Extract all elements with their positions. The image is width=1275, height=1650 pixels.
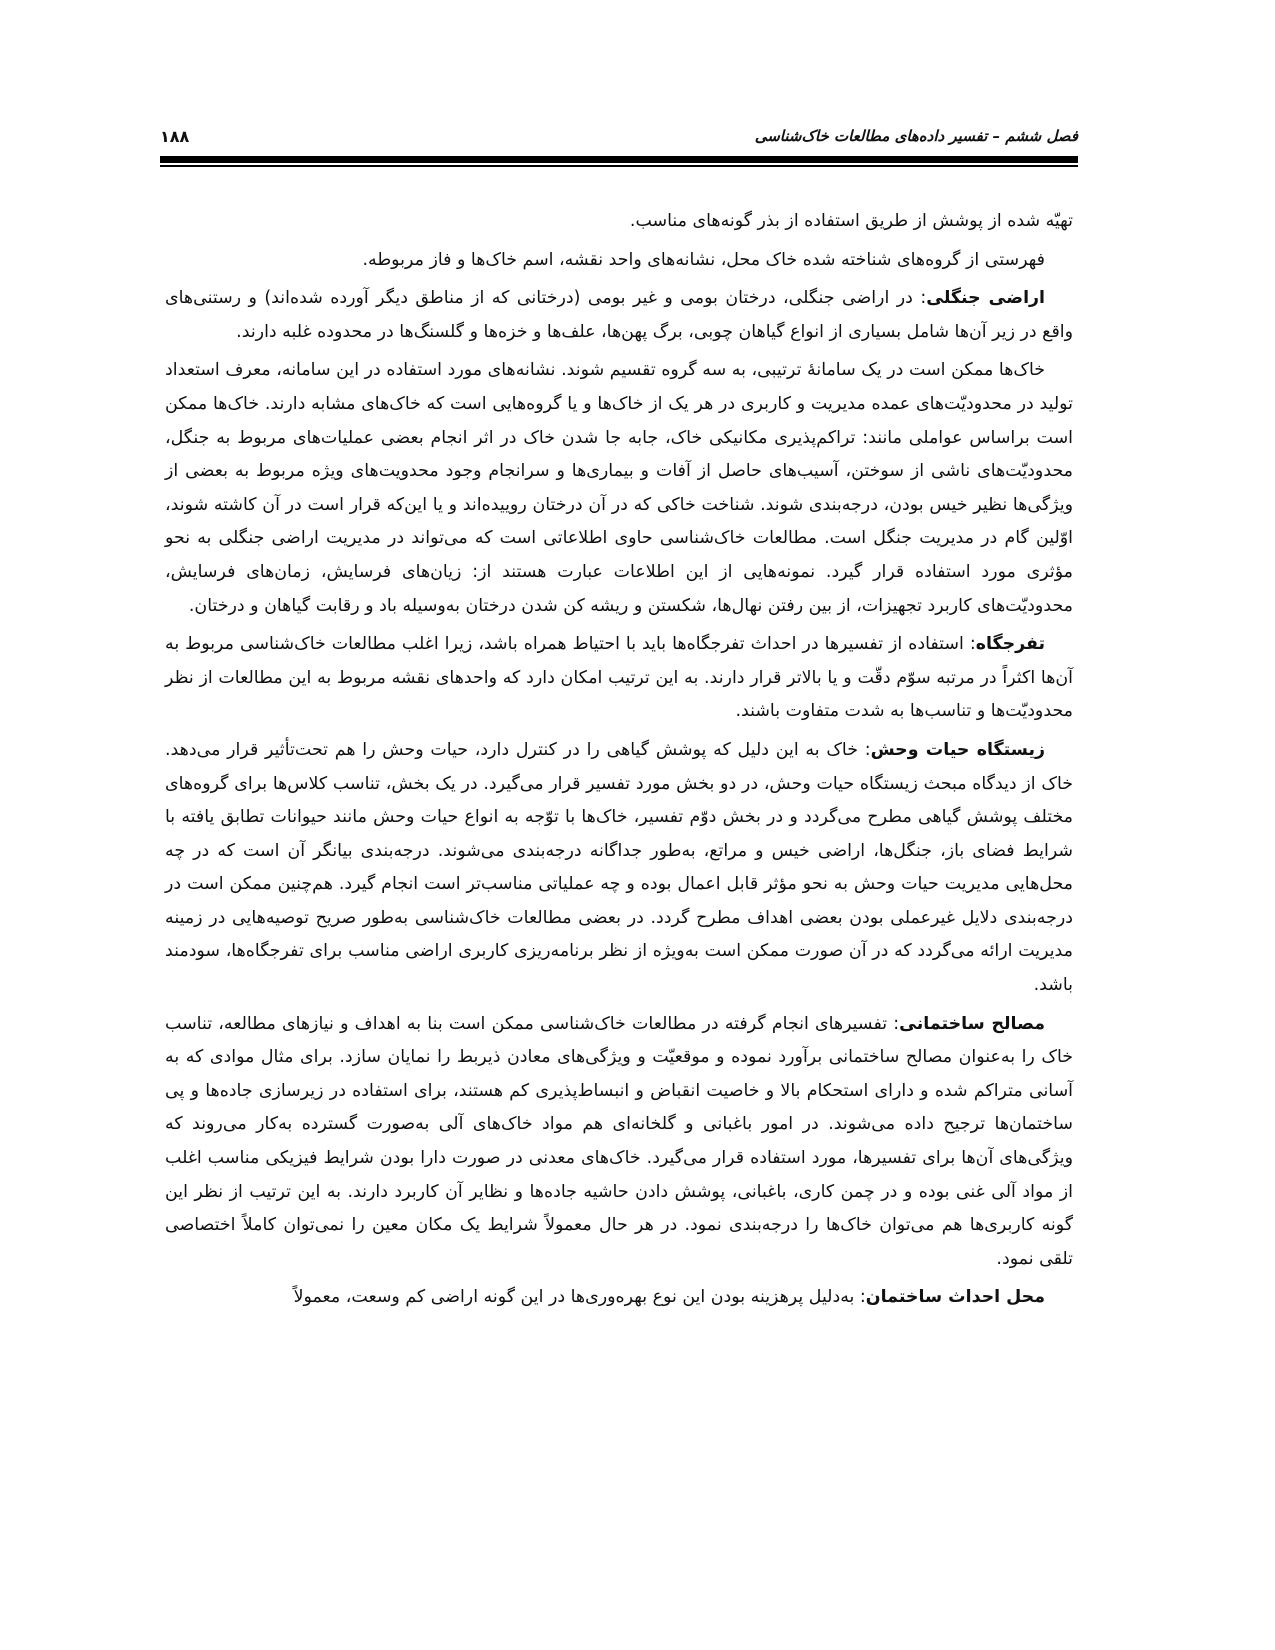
paragraph — [165, 244, 1073, 278]
paragraph — [165, 628, 1073, 729]
header-rule-thick — [160, 156, 1078, 163]
body-text — [165, 205, 1073, 1320]
running-header — [160, 122, 1078, 150]
paragraph-text: : به‌دلیل پرهزینه بودن این نوع بهره‌وری‌ها در این گونه اراضی کم وسعت، معمولاً — [293, 1287, 866, 1308]
paragraph — [165, 734, 1073, 1003]
paragraph — [165, 1008, 1073, 1277]
section-term: زیستگاه حیات وحش — [870, 739, 1045, 760]
section-term: مصالح ساختمانی — [899, 1013, 1045, 1034]
paragraph — [165, 354, 1073, 623]
paragraph-text: : در اراضی جنگلی، درختان بومی و غیر بومی (درختانی که از مناطق دیگر آورده شده‌اند) و رستنی‌های واقع در زیر آن‌ها شامل بسیاری از انواع گیاهان چوبی، برگ پهن‌ها، علف‌ها و خزه‌ها و گلسنگ‌ها در محدوده غلبه دارند. — [165, 288, 1073, 342]
page-number: ۱۸۸ — [160, 126, 190, 146]
paragraph-text: فهرستی از گروه‌های شناخته شده خاک محل، نشانه‌های واحد نقشه، اسم خاک‌ها و فاز مربوطه. — [362, 249, 1045, 270]
paragraph-text: : تفسیرهای انجام گرفته در مطالعات خاک‌شناسی ممکن است بنا به اهداف و نیازهای مطالعه، تناسب خاک را به‌عنوان مصالح ساختمانی برآورد نموده و موقعیّت و ویژگی‌های معادن ذیربط را نمایان سازد. برای مثال موادی که به آسانی متراکم شده و دارای استحکام بالا و خاصیت انقباض و انبساط‌پذیری کم هستند، برای استفاده در زیرسازی جاده‌ها و پی ساختمان‌ها ترجیح داده می‌شوند. در امور باغبانی و گلخانه‌ای هم مواد خاک‌های آلی به‌صورت گسترده به‌کار می‌روند که ویژگی‌های آن‌ها برای تفسیرها، مورد استفاده قرار می‌گیرد. خاک‌های معدنی در صورت دارا بودن شرایط فیزیکی مناسب اغلب از مواد آلی غنی بوده و در چمن کاری، باغبانی، پوشش دادن حاشیه جاده‌ها و نظایر آن کاربرد دارند. به این ترتیب از نظر این گونه کاربری‌ها هم می‌توان خاک‌ها را درجه‌بندی نمود. در هر حال معمولاً شرایط یک مکان معین را نمی‌توان کاملاً اختصاصی تلقی نمود. — [165, 1013, 1073, 1269]
chapter-title: فصل ششم – تفسیر داده‌های مطالعات خاک‌شناسی — [754, 127, 1078, 145]
paragraph-text: خاک‌ها ممکن است در یک سامانهٔ ترتیبی، به سه گروه تقسیم شوند. نشانه‌های مورد استفاده در این سامانه، معرف استعداد تولید در محدودیّت‌های عمده مدیریت و کاربری در هر یک از خاک‌ها و یا گروه‌هایی است که خاک‌های مشابه دارند. خاک‌ها ممکن است براساس عواملی مانند: تراکم‌پذیری مکانیکی خاک، جابه جا شدن خاک در اثر انجام بعضی عملیات‌های مربوط به جنگل، محدودیّت‌های ناشی از سوختن، آسیب‌های حاصل از آفات و بیماری‌ها و سرانجام وجود محدویت‌های ویژه مربوط به بعضی از ویژگی‌ها نظیر خیس بودن، درجه‌بندی شوند. شناخت خاکی که در آن درختان روییده‌اند و یا این‌که قرار است در آن کاشته شوند، اوّلین گام در مدیریت جنگل است. مطالعات خاک‌شناسی حاوی اطلاعاتی است که می‌تواند در مدیریت اراضی جنگلی به نحو مؤثری مورد استفاده قرار گیرد. نمونه‌هایی از این اطلاعات عبارت هستند از: زیان‌های فرسایش، زمان‌های فرسایش، محدودیّت‌های کاربرد تجهیزات، از بین رفتن نهال‌ها، شکستن و ریشه کن شدن درختان به‌وسیله باد و رقابت گیاهان و درختان. — [165, 360, 1073, 616]
section-term: محل احداث ساختمان — [865, 1287, 1045, 1308]
section-term: تفرجگاه — [975, 634, 1045, 655]
paragraph-text: : استفاده از تفسیرها در احداث تفرجگاه‌ها باید با احتیاط همراه باشد، زیرا اغلب مطالعات خاک‌شناسی مربوط به آن‌ها اکثراً در مرتبه سوّم دقّت و یا بالاتر قرار دارند. به این ترتیب امکان دارد که واحدهای نقشه مربوط به این مطالعات از نظر محدودیّت‌ها و تناسب‌ها به شدت متفاوت باشند. — [165, 634, 1073, 722]
paragraph — [165, 1281, 1073, 1315]
paragraph — [165, 205, 1073, 239]
header-rule-thin — [160, 165, 1078, 167]
paragraph — [165, 282, 1073, 349]
paragraph-text: تهیّه شده از پوشش از طریق استفاده از بذر گونه‌های مناسب. — [629, 211, 1073, 231]
paragraph-text: : خاک به این دلیل که پوشش گیاهی را در کنترل دارد، حیات وحش را هم تحت‌تأثیر قرار می‌دهد. خاک از دیدگاه مبحث زیستگاه حیات وحش، در دو بخش مورد تفسیر قرار می‌گیرد. در یک بخش، تناسب کلاس‌ها برای گروه‌های مختلف پوشش گیاهی مطرح می‌گردد و در بخش دوّم تفسیر، خاک‌ها با توّجه به انواع حیات وحش مانند حیوانات تطابق یافته با شرایط فضای باز، جنگل‌ها، اراضی خیس و مراتع، به‌طور جداگانه درجه‌بندی می‌شوند. درجه‌بندی بیانگر آن است که در چه محل‌هایی مدیریت حیات وحش به نحو مؤثر قابل اعمال بوده و چه عملیاتی مناسب‌تر است انجام گیرد. هم‌چنین ممکن است در درجه‌بندی دلایل غیرعملی بودن بعضی اهداف مطرح گردد. در بعضی مطالعات خاک‌شناسی به‌طور صریح توصیه‌هایی در زمینه مدیریت ارائه می‌گردد که در آن صورت ممکن است به‌ویژه از نظر برنامه‌ریزی کاربری اراضی مناسب برای تفرجگاه‌ها، سودمند باشد. — [165, 739, 1073, 996]
section-term: اراضی جنگلی — [926, 288, 1045, 309]
